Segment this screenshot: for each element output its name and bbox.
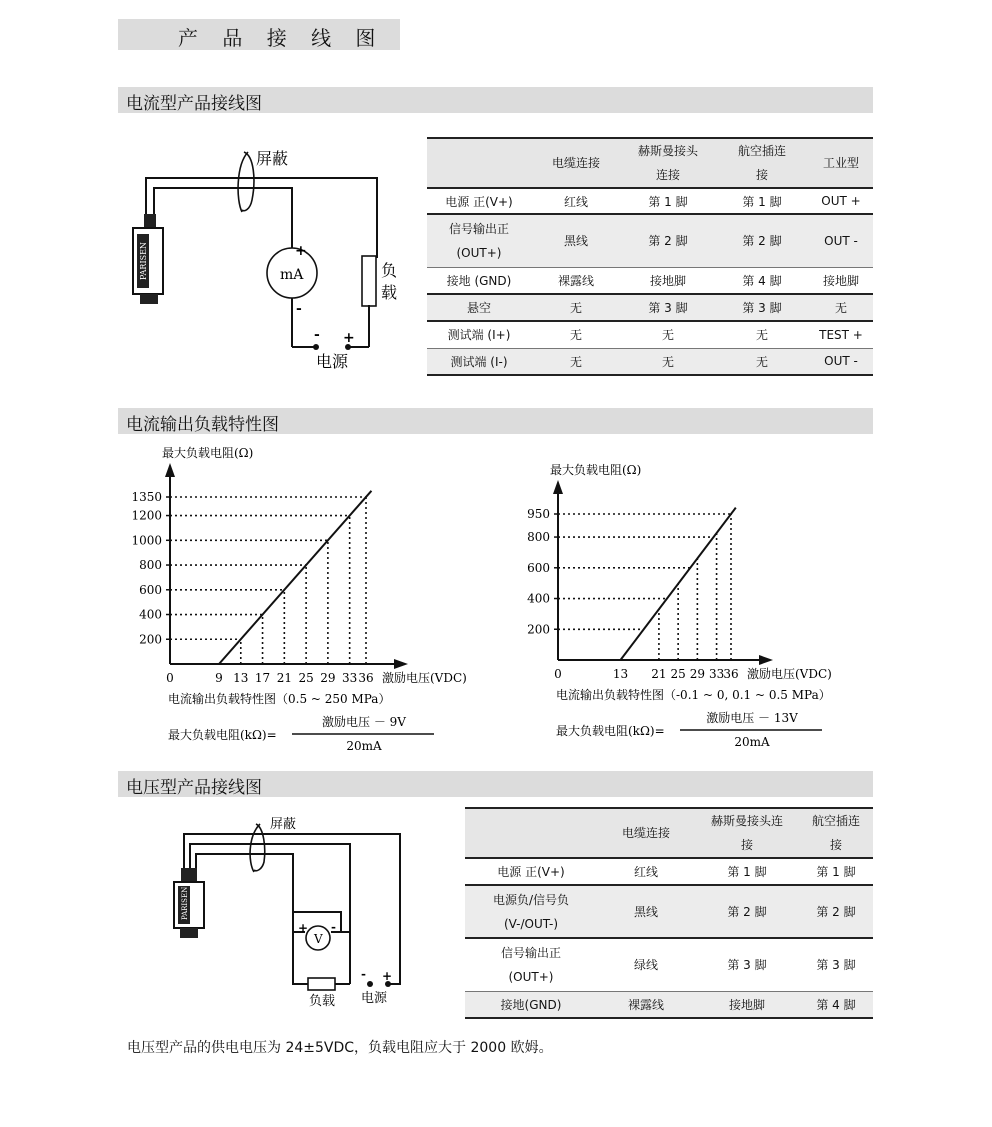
- table-cell: 第 3 脚: [715, 294, 809, 321]
- y-axis-arrow: [553, 480, 563, 494]
- table-cell: 无: [715, 348, 809, 375]
- table-cell: 电源负/信号负(V-/OUT-): [465, 885, 597, 938]
- x-tick-label: 36: [723, 667, 739, 681]
- meter-minus: -: [331, 920, 336, 934]
- table-cell: 裸露线: [531, 267, 621, 294]
- terminal-minus: -: [361, 967, 366, 981]
- y-tick-label: 1350: [131, 490, 162, 504]
- table-cell: 裸露线: [597, 991, 695, 1018]
- table-row: [427, 294, 873, 321]
- formula-denominator: 20mA: [734, 735, 770, 749]
- formula-lhs: 最大负载电阻(kΩ)=: [556, 724, 665, 738]
- table-row: [465, 885, 873, 938]
- table-cell: 信号输出正(OUT+): [465, 938, 597, 991]
- x-tick-label: 36: [358, 671, 374, 685]
- table-cell: 第 2 脚: [799, 885, 873, 938]
- table-header-cell: [427, 138, 531, 188]
- table-header-cell: 赫斯曼接头连接: [695, 808, 799, 858]
- meter-label: mA: [280, 267, 304, 283]
- page-title: 产 品 接 线 图: [178, 26, 385, 50]
- x-tick-label: 29: [320, 671, 336, 685]
- table-cell: 第 2 脚: [621, 214, 715, 267]
- load-label: 负载: [309, 994, 336, 1009]
- table-cell: 电源 正(V+): [465, 858, 597, 885]
- table-cell: 第 1 脚: [695, 858, 799, 885]
- table-cell: OUT -: [809, 348, 873, 375]
- table-row: [427, 348, 873, 375]
- section-load-chart: [118, 408, 873, 434]
- y-axis-label: 最大负载电阻(Ω): [162, 446, 254, 460]
- x-axis-arrow: [759, 655, 773, 665]
- y-tick-label: 1000: [131, 533, 162, 548]
- y-axis-label: 最大负载电阻(Ω): [550, 463, 642, 477]
- series-line: [620, 508, 735, 660]
- voltage-footnote: 电压型产品的供电电压为 24±5VDC，负载电阻应大于 2000 欧姆。: [127, 1040, 553, 1056]
- x-tick-label: 33: [342, 671, 358, 685]
- table-header-row: [427, 138, 873, 188]
- x-tick-label: 13: [612, 667, 629, 681]
- table-row: [465, 938, 873, 991]
- table-cell: 黑线: [531, 214, 621, 267]
- x-tick-label: 0: [554, 667, 562, 681]
- table-cell: 第 1 脚: [715, 188, 809, 214]
- y-tick-label: 400: [527, 591, 550, 606]
- y-tick-label: 950: [527, 507, 550, 521]
- table-cell: OUT -: [809, 214, 873, 267]
- table-cell: 第 1 脚: [799, 858, 873, 885]
- table-cell: 第 3 脚: [799, 938, 873, 991]
- table-cell: 无: [531, 321, 621, 348]
- table-row: [427, 188, 873, 214]
- x-tick-label: 17: [254, 671, 271, 685]
- table-cell: 红线: [531, 188, 621, 214]
- section-title: 电压型产品接线图: [126, 778, 262, 798]
- shield-label: 屏蔽: [256, 149, 289, 168]
- table-cell: 接地 (GND): [427, 267, 531, 294]
- table-cell: 接地脚: [621, 267, 715, 294]
- x-tick-label: 29: [689, 667, 706, 681]
- table-cell: 测试端 (I-): [427, 348, 531, 375]
- y-tick-label: 800: [139, 558, 162, 573]
- table-cell: 无: [809, 294, 873, 321]
- chart-caption: 电流输出负载特性图（-0.1 ~ 0, 0.1 ~ 0.5 MPa）: [556, 688, 831, 702]
- svg-text:负载: 负载: [381, 261, 398, 302]
- table-cell: 第 2 脚: [695, 885, 799, 938]
- table-cell: 无: [621, 321, 715, 348]
- table-cell: 测试端 (I+): [427, 321, 531, 348]
- series-line: [219, 491, 371, 664]
- x-tick-label: 33: [708, 667, 725, 681]
- table-cell: 第 2 脚: [715, 214, 809, 267]
- y-tick-label: 200: [139, 632, 162, 647]
- y-tick-label: 600: [139, 582, 162, 597]
- formula-lhs: 最大负载电阻(kΩ)=: [168, 728, 277, 742]
- voltage-wiring-table: [465, 807, 873, 1019]
- y-tick-label: 400: [139, 607, 162, 622]
- table-cell: 无: [621, 348, 715, 375]
- sensor-brand-label: PARISEN: [139, 242, 148, 280]
- table-cell: 电源 正(V+): [427, 188, 531, 214]
- table-row: [465, 991, 873, 1018]
- x-axis-arrow: [394, 659, 408, 669]
- y-axis-arrow: [165, 463, 175, 477]
- formula-numerator: 激励电压 － 9V: [322, 715, 406, 729]
- table-row: [465, 858, 873, 885]
- table-cell: OUT +: [809, 188, 873, 214]
- formula-numerator: 激励电压 － 13V: [706, 711, 798, 725]
- table-cell: 无: [531, 348, 621, 375]
- table-header-cell: 航空插连接: [715, 138, 809, 188]
- table-header-cell: 赫斯曼接头连接: [621, 138, 715, 188]
- power-label: 电源: [361, 991, 388, 1006]
- table-cell: 黑线: [597, 885, 695, 938]
- current-wiring-diagram: [118, 140, 418, 380]
- chart-caption: 电流输出负载特性图（0.5 ~ 250 MPa）: [168, 692, 391, 706]
- table-cell: 信号输出正(OUT+): [427, 214, 531, 267]
- table-cell: 第 4 脚: [799, 991, 873, 1018]
- x-tick-label: 25: [298, 671, 314, 685]
- shield-label: 屏蔽: [270, 817, 297, 832]
- table-header-cell: [465, 808, 597, 858]
- section-current-wiring: [118, 87, 873, 113]
- table-cell: 接地(GND): [465, 991, 597, 1018]
- y-tick-label: 200: [527, 622, 550, 637]
- section-title: 电流型产品接线图: [126, 94, 262, 114]
- table-cell: 无: [531, 294, 621, 321]
- x-tick-label: 21: [651, 667, 667, 681]
- table-cell: 无: [715, 321, 809, 348]
- current-wiring-table: [427, 137, 873, 376]
- y-tick-label: 800: [527, 530, 550, 545]
- sensor-brand-label: PARISEN: [181, 886, 189, 920]
- table-cell: 第 4 脚: [715, 267, 809, 294]
- table-header-cell: 航空插连接: [799, 808, 873, 858]
- table-header-cell: 工业型: [809, 138, 873, 188]
- section-voltage-wiring: [118, 771, 873, 797]
- table-cell: 接地脚: [809, 267, 873, 294]
- table-header-row: [465, 808, 873, 858]
- meter-plus: +: [295, 243, 307, 259]
- x-tick-label: 0: [166, 671, 174, 685]
- table-cell: 绿线: [597, 938, 695, 991]
- x-axis-label: 激励电压(VDC): [747, 667, 832, 681]
- load-label: [381, 261, 397, 302]
- load-chart-1: [0, 440, 496, 760]
- table-cell: 第 1 脚: [621, 188, 715, 214]
- x-tick-label: 9: [215, 671, 223, 685]
- y-tick-label: 600: [527, 560, 550, 575]
- load-chart-2: [496, 440, 992, 760]
- section-title: 电流输出负载特性图: [126, 415, 279, 435]
- x-tick-label: 13: [233, 671, 249, 685]
- meter-label: V: [314, 932, 323, 946]
- meter-plus: +: [298, 921, 309, 935]
- table-cell: 第 3 脚: [695, 938, 799, 991]
- table-cell: TEST +: [809, 321, 873, 348]
- page-title-bar: [118, 19, 400, 50]
- table-cell: 悬空: [427, 294, 531, 321]
- table-row: [427, 267, 873, 294]
- voltage-wiring-diagram: [160, 812, 420, 1012]
- table-cell: 红线: [597, 858, 695, 885]
- table-row: [427, 321, 873, 348]
- table-cell: 接地脚: [695, 991, 799, 1018]
- terminal-plus: +: [382, 969, 393, 983]
- table-cell: 第 3 脚: [621, 294, 715, 321]
- terminal-minus: -: [314, 327, 320, 343]
- x-tick-label: 25: [670, 667, 686, 681]
- x-axis-label: 激励电压(VDC): [382, 671, 467, 685]
- formula-denominator: 20mA: [346, 739, 382, 753]
- table-header-cell: 电缆连接: [597, 808, 695, 858]
- table-row: [427, 214, 873, 267]
- meter-minus: -: [296, 301, 302, 317]
- power-label: 电源: [316, 352, 349, 371]
- table-header-cell: 电缆连接: [531, 138, 621, 188]
- terminal-plus: +: [343, 330, 355, 346]
- y-tick-label: 1200: [131, 508, 162, 523]
- x-tick-label: 21: [276, 671, 292, 685]
